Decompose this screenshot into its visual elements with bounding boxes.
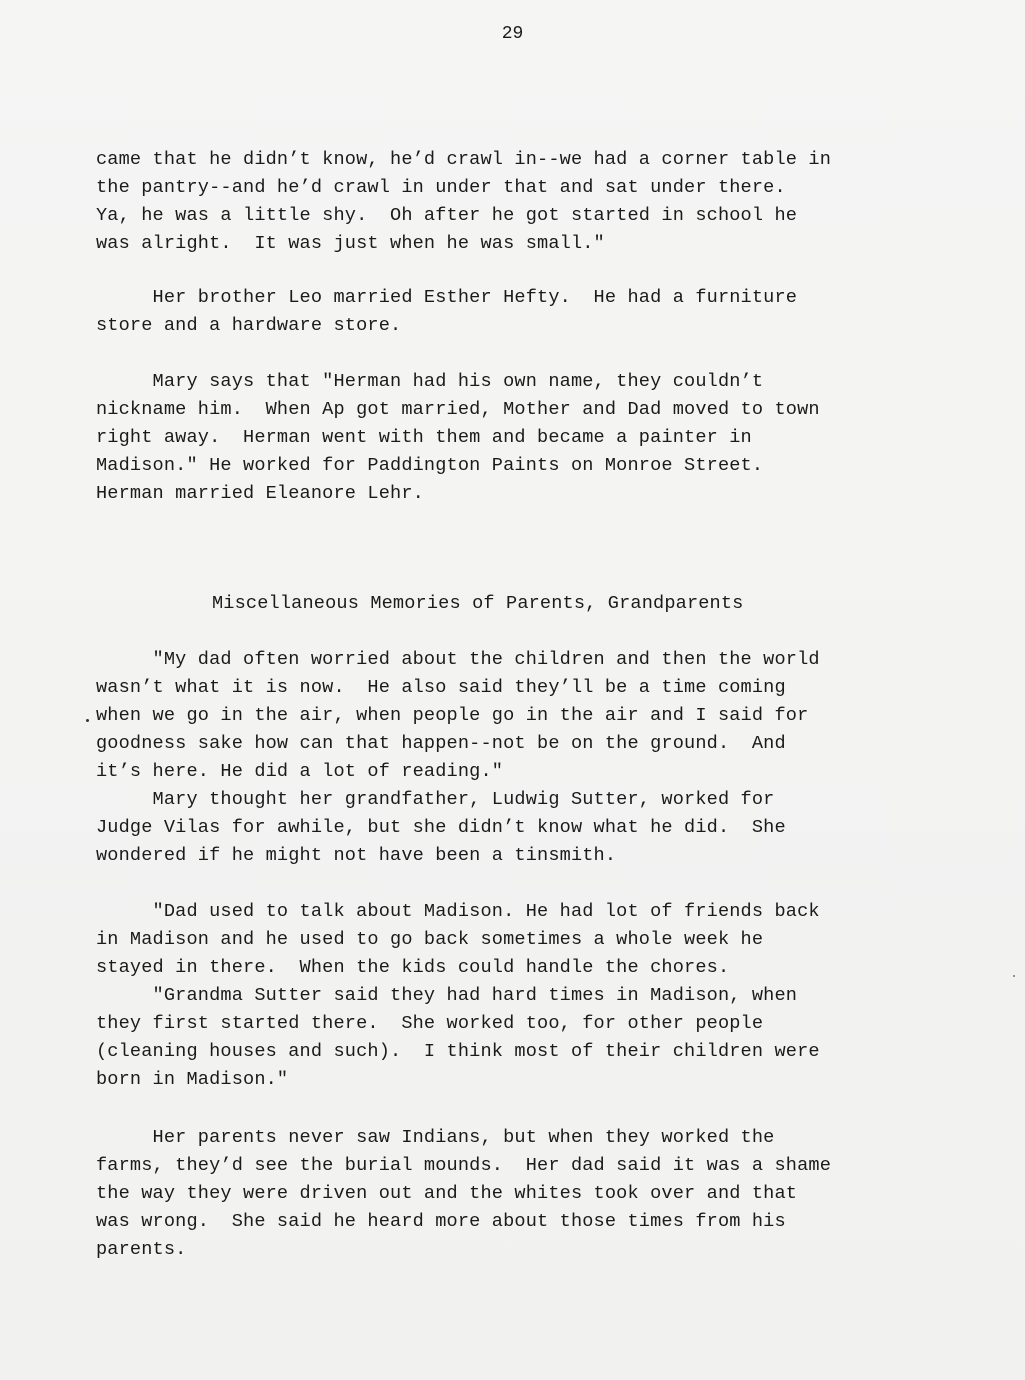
paragraph-indians: Her parents never saw Indians, but when they worked the farms, they’d see the burial mounds. Her dad said it was a shame the way they were driven out and the whites took over and that was wrong. She said he heard more about those times from his parents. — [96, 1127, 832, 1260]
paragraph-dad-madison: "Dad used to talk about Madison. He had lot of friends back in Madison and he used to go back sometimes a whole week he stayed in there. When the kids could handle the chores. "Grandma Sutter said they had hard times in Madison, when they first started there. She worked too, for other people (cleaning houses and such). I think most of their children were born in Madison." — [96, 901, 820, 1090]
paragraph-dad-worried: "My dad often worried about the children and then the world wasn’t what it is now. He also said they’ll be a time coming when we go in the air, when people go in the air and I said for goodness sake how can that happen--not be on the ground. And it’s here. He did a lot of reading." Mary thought her grandfather, Ludwig Sutter, worked for Judge Vilas for awhile, but she didn’t know what he did. She wondered if he might not have been a tinsmith. — [96, 649, 820, 866]
margin-mark — [86, 719, 89, 722]
paragraph-brother-leo: Her brother Leo married Esther Hefty. He had a furniture store and a hardware store. — [96, 287, 798, 336]
margin-dot — [1013, 975, 1015, 977]
paragraph-herman-painter: Mary says that "Herman had his own name, they couldn’t nickname him. When Ap got married, Mother and Dad moved to town right away. Herman went with them and became a painter in Madison." He worked for Paddington Paints on Monroe Street. Herman married Eleanore Lehr. — [96, 371, 820, 504]
section-heading: Miscellaneous Memories of Parents, Grandparents — [212, 593, 744, 614]
page-number: 29 — [501, 24, 524, 44]
paragraph-herman-shy: came that he didn’t know, he’d crawl in--we had a corner table in the pantry--and he’d crawl in under that and sat under there. Ya, he was a little shy. Oh after he got started in school he was alright. It was just when he was small." — [96, 149, 832, 254]
